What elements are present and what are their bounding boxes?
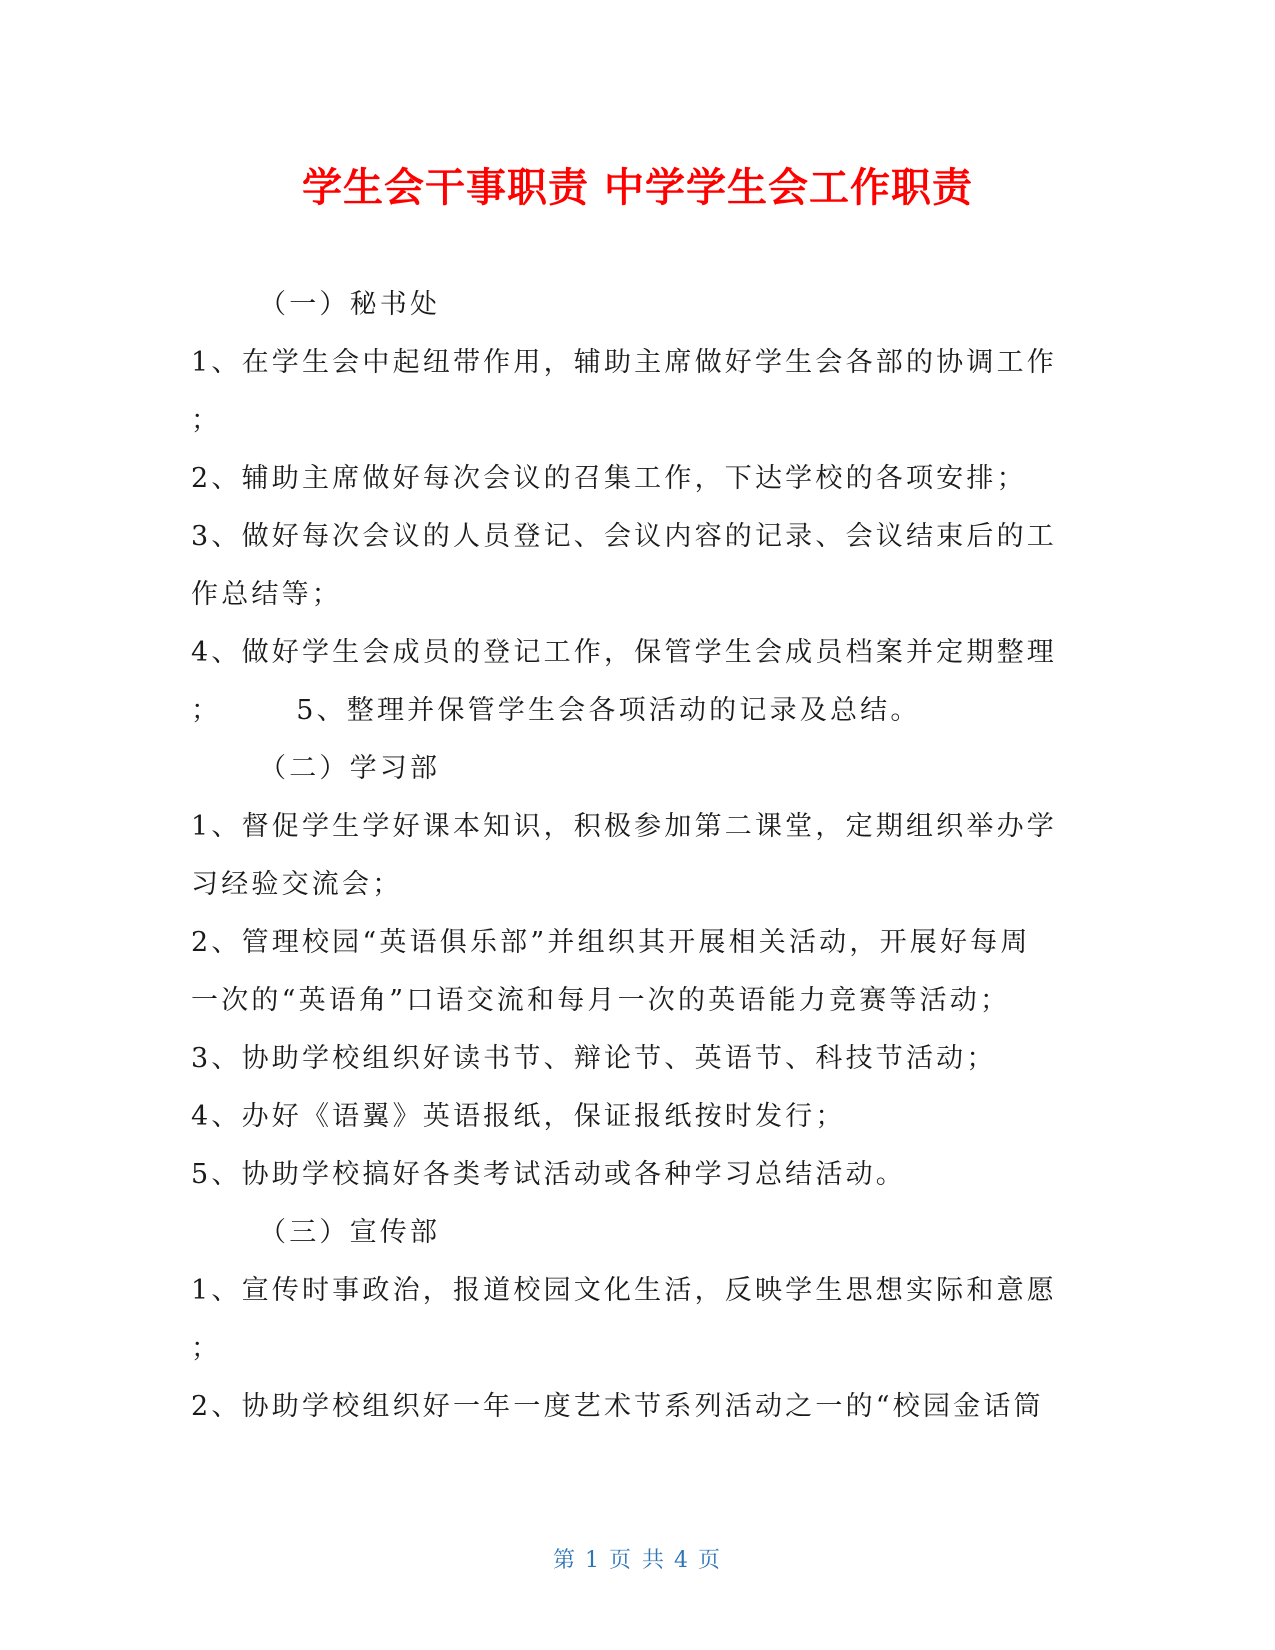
section-heading-secretariat: （一）秘书处	[259, 289, 441, 320]
paragraph-line: 作总结等；	[191, 579, 342, 610]
paragraph-line: 1、在学生会中起纽带作用，辅助主席做好学生会各部的协调工作	[191, 347, 1057, 378]
paragraph-line: 1、督促学生学好课本知识，积极参加第二课堂，定期组织举办学	[191, 811, 1057, 842]
document-title: 学生会干事职责 中学学生会工作职责	[302, 165, 973, 211]
paragraph-line: 2、管理校园“英语俱乐部”并组织其开展相关活动，开展好每周	[191, 927, 1031, 958]
section-heading-publicity: （三）宣传部	[259, 1217, 441, 1248]
paragraph-line: 习经验交流会；	[191, 869, 403, 900]
paragraph-line: 一次的“英语角”口语交流和每月一次的英语能力竞赛等活动；	[191, 985, 1011, 1016]
paragraph-line: 4、办好《语翼》英语报纸，保证报纸按时发行；	[191, 1101, 846, 1132]
page-number-footer	[0, 1546, 1275, 1576]
paragraph-line: ；	[191, 405, 222, 436]
paragraph-line-combined	[191, 691, 921, 731]
footer-prefix: 第	[552, 1548, 577, 1573]
paragraph-line: 4、做好学生会成员的登记工作，保管学生会成员档案并定期整理	[191, 637, 1057, 668]
footer-suffix: 页	[698, 1548, 723, 1573]
paragraph-line: 3、做好每次会议的人员登记、会议内容的记录、会议结束后的工	[191, 521, 1057, 552]
paragraph-line: 2、辅助主席做好每次会议的召集工作，下达学校的各项安排；	[191, 463, 1027, 494]
paragraph-line: 2、协助学校组织好一年一度艺术节系列活动之一的“校园金话筒	[191, 1391, 1044, 1422]
paragraph-fragment: 5、整理并保管学生会各项活动的记录及总结。	[296, 695, 921, 726]
paragraph-line: 5、协助学校搞好各类考试活动或各种学习总结活动。	[191, 1159, 906, 1190]
paragraph-fragment: ；	[191, 695, 222, 726]
total-pages-number: 4	[674, 1548, 690, 1573]
paragraph-line: ；	[191, 1333, 222, 1364]
paragraph-line: 1、宣传时事政治，报道校园文化生活，反映学生思想实际和意愿	[191, 1275, 1057, 1306]
section-heading-study: （二）学习部	[259, 753, 441, 784]
footer-mid: 页 共	[609, 1548, 666, 1573]
current-page-number: 1	[585, 1548, 601, 1573]
paragraph-line: 3、协助学校组织好读书节、辩论节、英语节、科技节活动；	[191, 1043, 997, 1074]
